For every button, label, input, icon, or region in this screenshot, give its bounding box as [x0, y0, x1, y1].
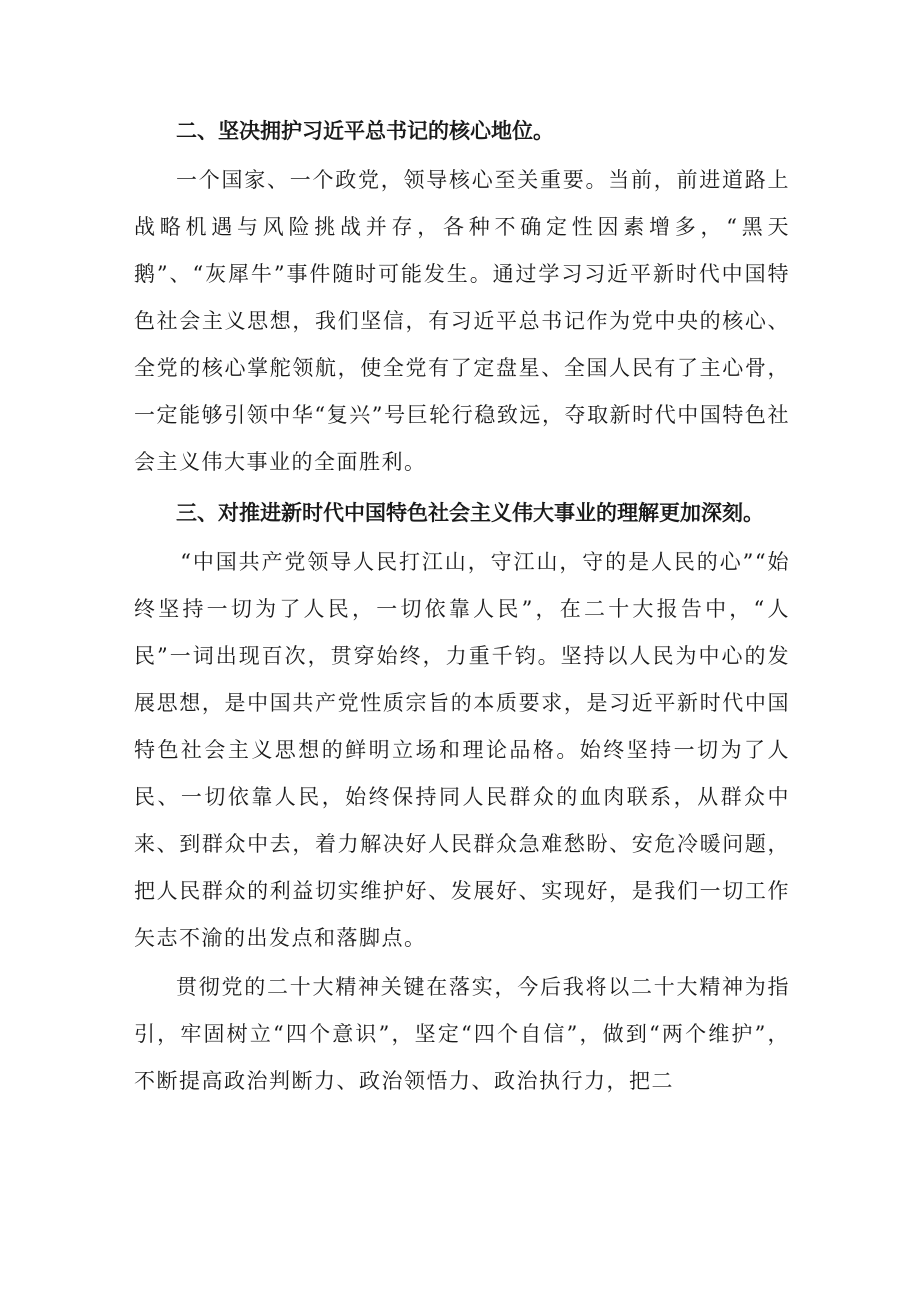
- section-heading-2: 二、坚决拥护习近平总书记的核心地位。: [176, 119, 554, 143]
- section-heading-3: 三、对推进新时代中国特色社会主义伟大事业的理解更加深刻。: [176, 501, 764, 525]
- section-3-paragraph-1: “中国共产党领导人民打江山，守江山，守的是人民的心”“始终坚持一切为了人民，一切依靠人民”，在二十大报告中，“人民”一词出现百次，贯穿始终，力重千钧。坚持以人民为中心的发展思想，是中国共产党性质宗旨的本质要求，是习近平新时代中国特色社会主义思想的鲜明立场和理论品格。始终坚持一切为了人民、一切依靠人民，始终保持同人民群众的血肉联系，从群众中来、到群众中去，着力解决好人民群众急难愁盼、安危冷暖问题，把人民群众的利益切实维护好、发展好、实现好，是我们一切工作矢志不渝的出发点和落脚点。: [134, 550, 790, 950]
- section-3-paragraph-2: 贯彻党的二十大精神关键在落实，今后我将以二十大精神为指引，牢固树立“四个意识”，坚定“四个自信”，做到“两个维护”，不断提高政治判断力、政治领悟力、政治执行力，把二: [134, 975, 790, 1093]
- section-2-paragraph-1: 一个国家、一个政党，领导核心至关重要。当前，前进道路上战略机遇与风险挑战并存，各种不确定性因素增多，“黑天鹅”、“灰犀牛”事件随时可能发生。通过学习习近平新时代中国特色社会主义思想，我们坚信，有习近平总书记作为党中央的核心、全党的核心掌舵领航，使全党有了定盘星、全国人民有了主心骨，一定能够引领中华“复兴”号巨轮行稳致远，夺取新时代中国特色社会主义伟大事业的全面胜利。: [134, 168, 790, 474]
- document-body: [134, 108, 790, 1105]
